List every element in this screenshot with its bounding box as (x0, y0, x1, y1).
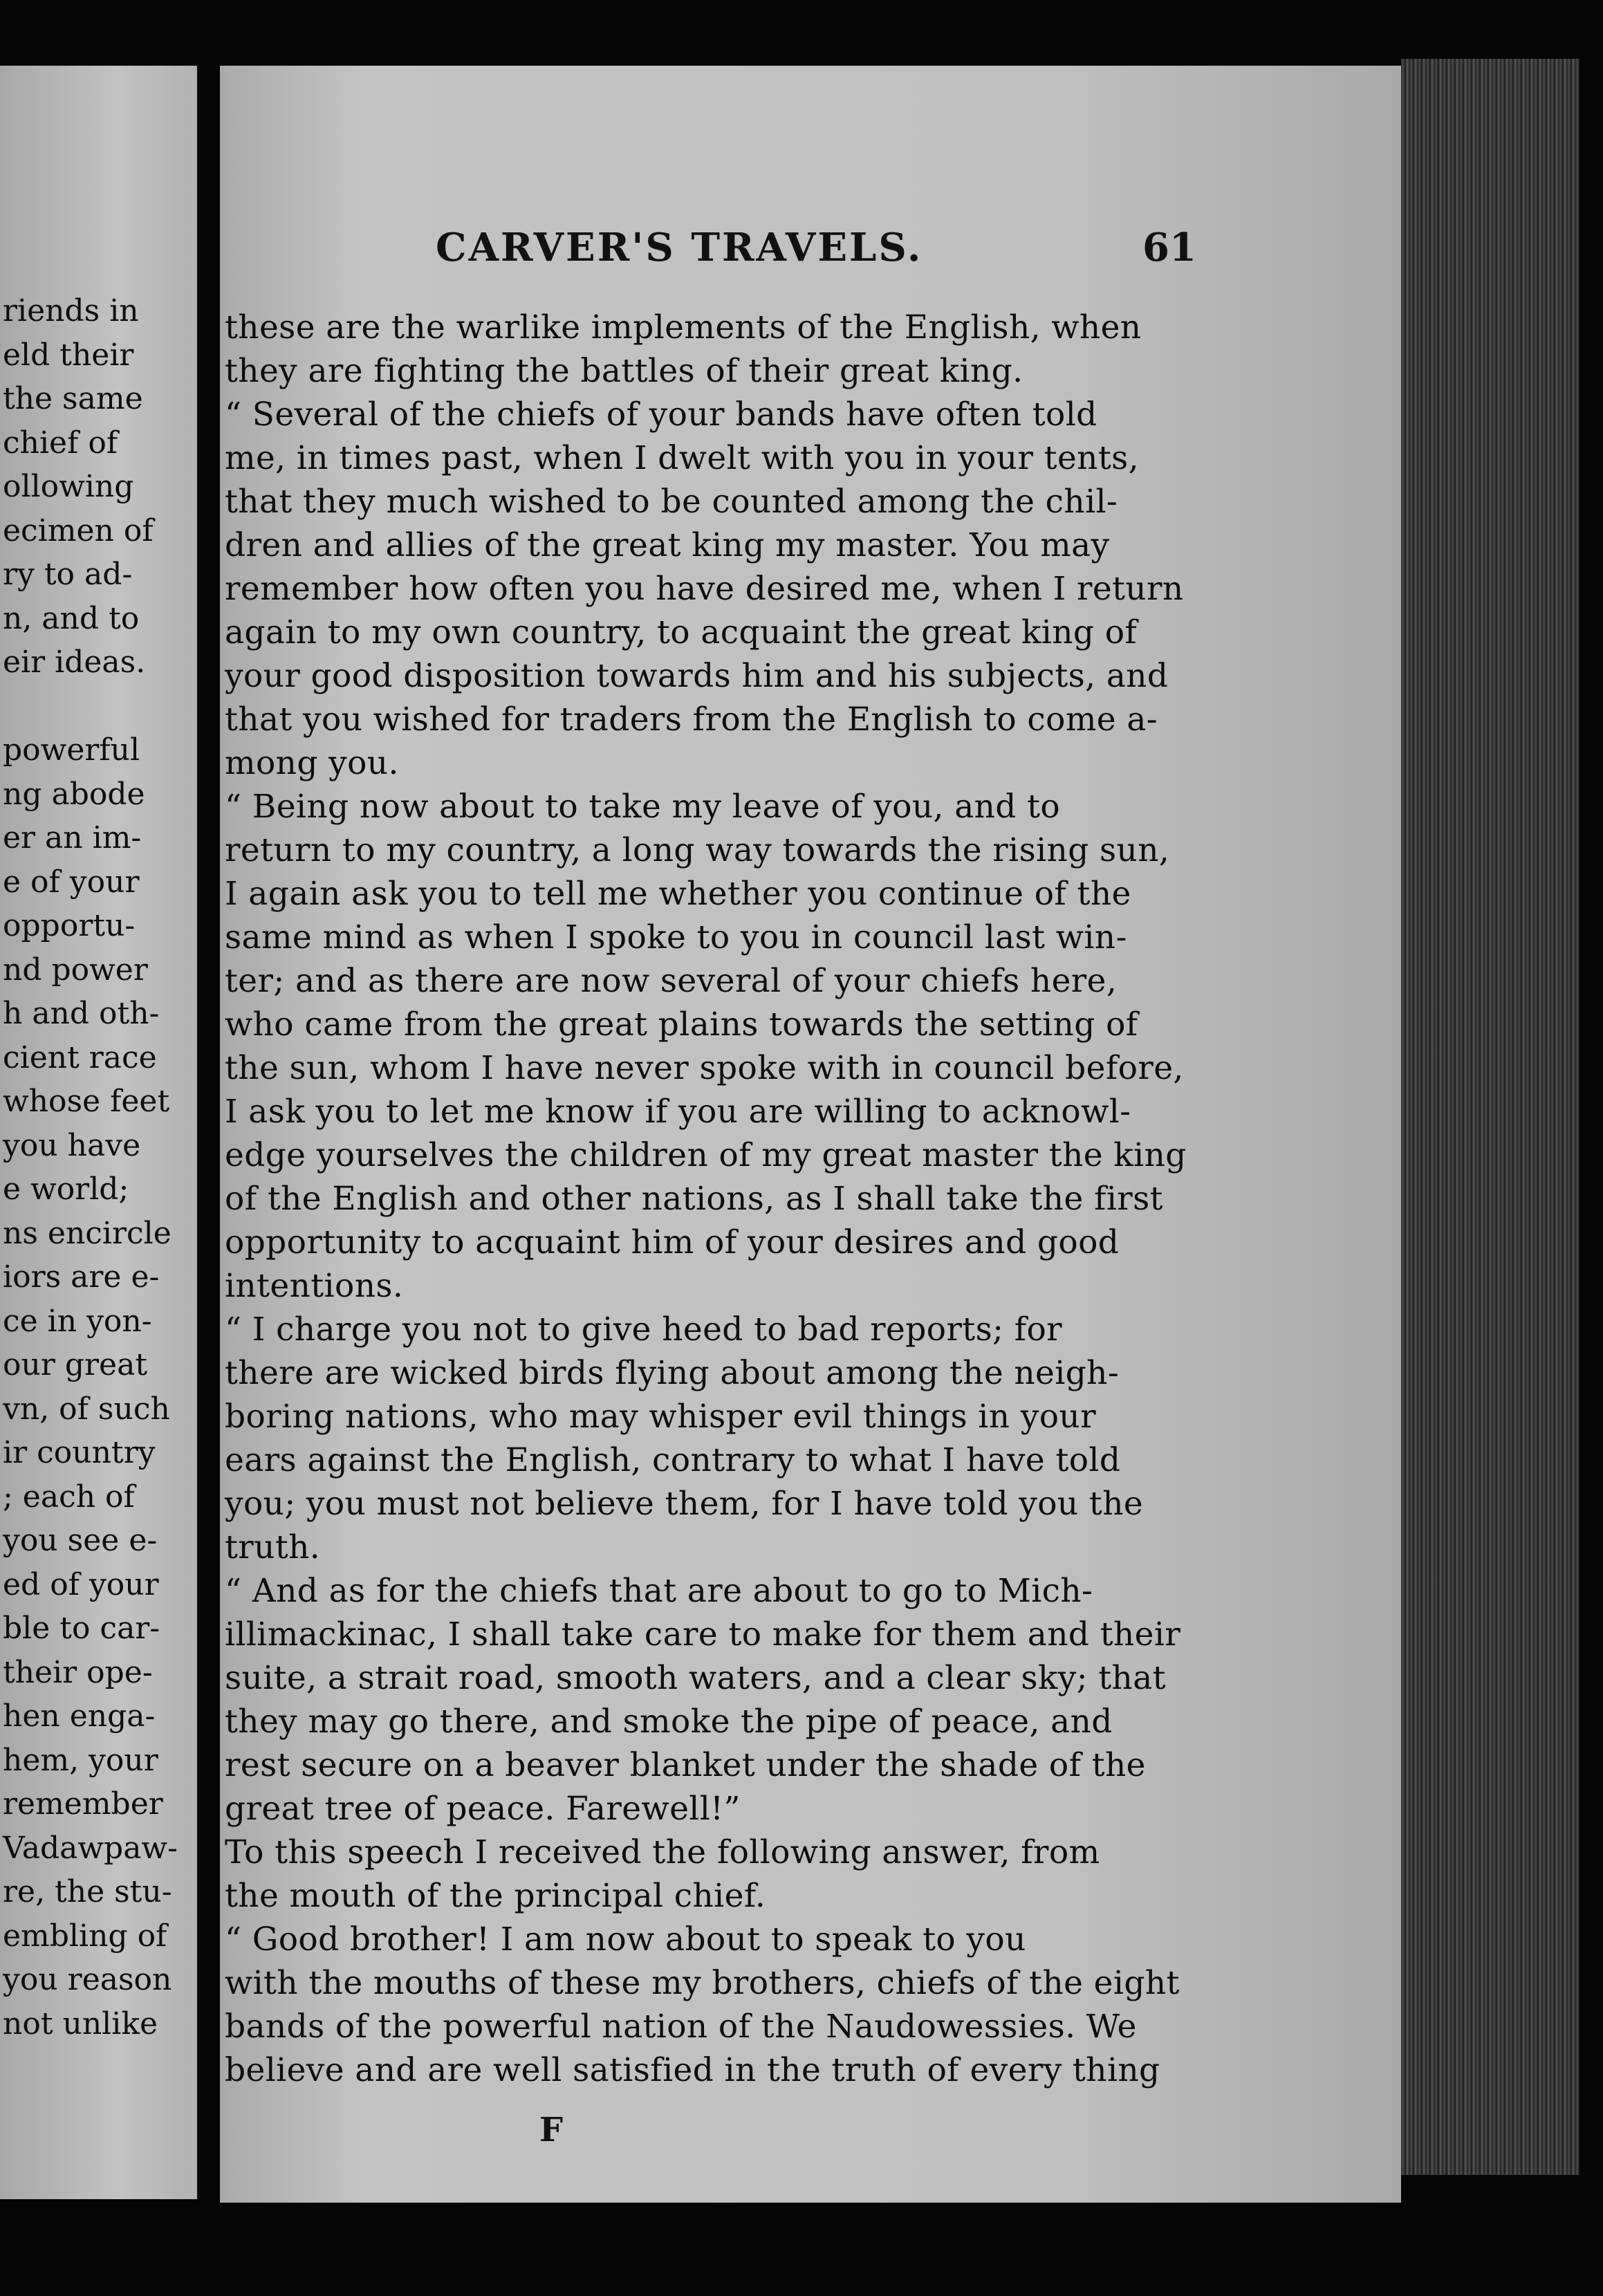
left-text-line: remember (3, 1786, 163, 1822)
right-text-line: me, in times past, when I dwelt with you in your tents, (225, 439, 1139, 477)
left-text-line: hem, your (3, 1742, 158, 1778)
right-text-line: ears against the English, contrary to what I have told (225, 1441, 1121, 1479)
left-text-line: embling of (3, 1918, 167, 1954)
right-text-line: your good disposition towards him and his subjects, and (225, 657, 1169, 695)
left-text-line: Vadawpaw- (3, 1830, 178, 1866)
right-text-line: “ Several of the chiefs of your bands have often told (225, 396, 1097, 434)
left-text-line: ns encircle (3, 1215, 172, 1251)
right-text-line: again to my own country, to acquaint the great king of (225, 613, 1138, 651)
right-text-line: suite, a strait road, smooth waters, and a clear sky; that (225, 1659, 1166, 1697)
right-text-line: truth. (225, 1528, 321, 1566)
left-text-line: ng abode (3, 776, 145, 812)
running-head: CARVER'S TRAVELS. (436, 225, 923, 270)
page-number: 61 (1142, 225, 1196, 270)
right-text-line: who came from the great plains towards the setting of (225, 1006, 1138, 1044)
left-text-line: h and oth- (3, 996, 160, 1031)
left-text-line: hen enga- (3, 1698, 156, 1734)
page-edges (1401, 59, 1579, 2175)
right-text-line: bands of the powerful nation of the Naudowessies. We (225, 2008, 1137, 2046)
left-text-line: ; each of (3, 1479, 135, 1515)
left-text-line: whose feet (3, 1084, 170, 1119)
right-text-line: boring nations, who may whisper evil things in your (225, 1398, 1096, 1436)
right-text-line: “ Being now about to take my leave of you, and to (225, 788, 1061, 826)
left-text-line: ble to car- (3, 1611, 160, 1646)
left-text-line: powerful (3, 732, 140, 768)
right-text-line: To this speech I received the following answer, from (225, 1833, 1100, 1871)
right-text-line: I again ask you to tell me whether you continue of the (225, 875, 1131, 913)
right-text-line: opportunity to acquaint him of your desires and good (225, 1223, 1120, 1261)
right-text-line: remember how often you have desired me, when I return (225, 570, 1184, 608)
right-text-line: they may go there, and smoke the pipe of peace, and (225, 1703, 1113, 1741)
left-text-line: ecimen of (3, 512, 154, 548)
left-text-line: you see e- (3, 1523, 158, 1558)
left-text-line: eld their (3, 337, 134, 373)
left-text-line: opportu- (3, 908, 136, 943)
left-text-line: cient race (3, 1039, 157, 1075)
right-text-line: there are wicked birds flying about among the neigh- (225, 1354, 1120, 1392)
left-text-line: riends in (3, 293, 139, 328)
left-text-line: ce in yon- (3, 1303, 152, 1339)
right-text-line: dren and allies of the great king my master. You may (225, 526, 1110, 564)
left-text-line: e of your (3, 864, 140, 900)
left-text-line: n, and to (3, 600, 140, 636)
left-text-line: ed of your (3, 1566, 159, 1602)
right-text-line: intentions. (225, 1267, 404, 1305)
right-text-line: same mind as when I spoke to you in council last win- (225, 918, 1127, 956)
right-text-line: the sun, whom I have never spoke with in council before, (225, 1049, 1184, 1087)
right-text-line: I ask you to let me know if you are willing to acknowl- (225, 1093, 1131, 1131)
right-text-line: these are the warlike implements of the English, when (225, 308, 1142, 346)
left-text-line: ollowing (3, 469, 134, 504)
left-text-line: eir ideas. (3, 645, 146, 680)
left-text-line: not unlike (3, 2006, 158, 2042)
right-text-line: illimackinac, I shall take care to make for them and their (225, 1615, 1181, 1654)
left-text-line: e world; (3, 1172, 129, 1207)
right-text-line: believe and are well satisfied in the truth of every thing (225, 2051, 1160, 2089)
left-text-line: you reason (3, 1962, 172, 1997)
right-text-line: ter; and as there are now several of your chiefs here, (225, 962, 1118, 1000)
right-text-line: that you wished for traders from the English to come a- (225, 701, 1158, 739)
right-text-line: of the English and other nations, as I shall take the first (225, 1180, 1163, 1218)
right-text-line: you; you must not believe them, for I have told you the (225, 1485, 1144, 1523)
left-text-line: chief of (3, 425, 118, 461)
right-text-line: “ Good brother! I am now about to speak to you (225, 1920, 1026, 1959)
left-text-line: nd power (3, 952, 148, 988)
right-text-line: “ And as for the chiefs that are about to go to Mich- (225, 1572, 1093, 1610)
right-text-line: mong you. (225, 744, 399, 782)
left-text-line: ry to ad- (3, 557, 133, 592)
left-text-line: re, the stu- (3, 1874, 172, 1909)
right-text-line: with the mouths of these my brothers, chiefs of the eight (225, 1964, 1180, 2002)
right-text-line: “ I charge you not to give heed to bad reports; for (225, 1311, 1063, 1349)
right-text-line: rest secure on a beaver blanket under the shade of the (225, 1746, 1146, 1784)
right-text-line: edge yourselves the children of my great master the king (225, 1136, 1187, 1174)
left-text-line: iors are e- (3, 1259, 160, 1295)
right-text-line: that they much wished to be counted among the chil- (225, 483, 1118, 521)
left-text-line: vn, of such (3, 1391, 170, 1427)
right-text-line: return to my country, a long way towards the rising sun, (225, 831, 1170, 869)
right-text-line: they are fighting the battles of their great king. (225, 352, 1023, 390)
right-text-line: great tree of peace. Farewell!” (225, 1790, 741, 1828)
left-text-line: their ope- (3, 1654, 153, 1690)
left-text-line: er an im- (3, 820, 142, 855)
signature-mark: F (539, 2111, 564, 2149)
left-text-line: you have (3, 1127, 141, 1163)
left-text-line: the same (3, 381, 143, 416)
right-text-line: the mouth of the principal chief. (225, 1877, 766, 1915)
left-text-line: our great (3, 1347, 147, 1382)
left-text-line: ir country (3, 1435, 156, 1470)
